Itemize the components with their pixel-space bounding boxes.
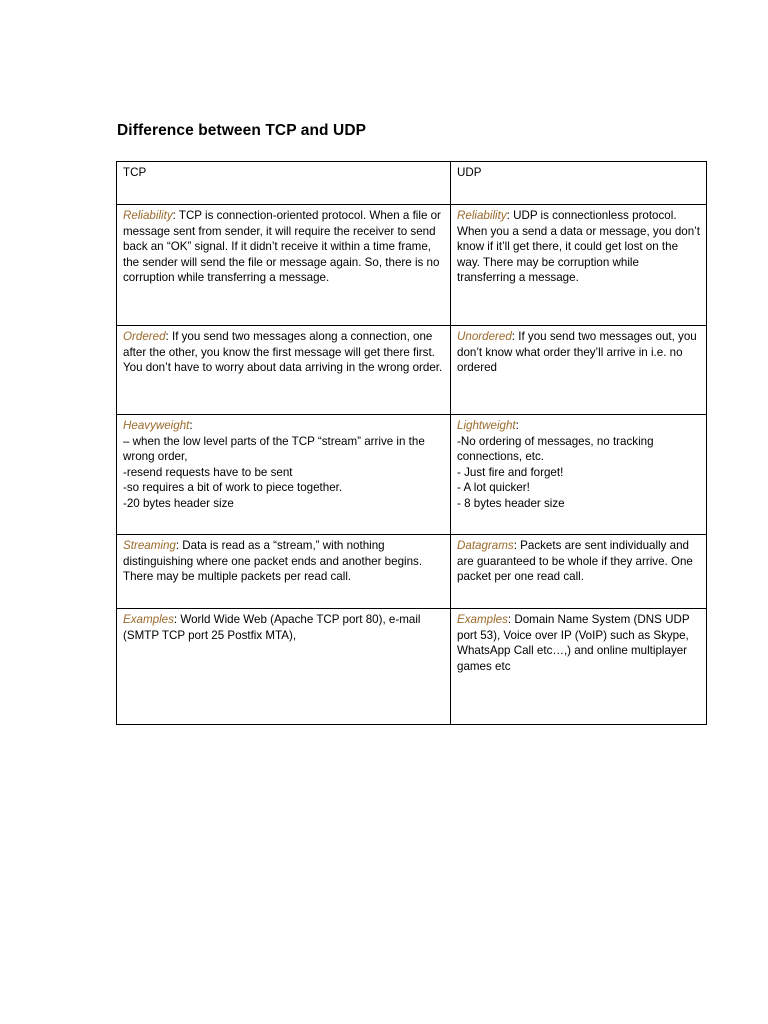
term-label: Streaming bbox=[123, 539, 176, 552]
header-cell-tcp bbox=[117, 162, 451, 205]
list-item: - A lot quicker! bbox=[457, 481, 530, 495]
cell-text: : bbox=[189, 419, 193, 432]
term-label: Heavyweight bbox=[123, 419, 190, 432]
term-label: Examples bbox=[457, 613, 508, 626]
cell-text: : UDP is connectionless protocol. When you a send a data or message, you don’t know if it’ll get there, it could get lost on the way. There may be corruption while transferring a message. bbox=[457, 209, 700, 285]
list-item: -No ordering of messages, no tracking connections, etc. bbox=[457, 434, 654, 464]
cell-text: : Packets are sent individually and are guaranteed to be whole if they arrive. One packet per one read call. bbox=[457, 539, 693, 584]
list-item: -20 bytes header size bbox=[123, 496, 234, 510]
tcp-cell bbox=[117, 205, 451, 326]
table-row-examples bbox=[117, 609, 707, 725]
table-row-ordering bbox=[117, 326, 707, 415]
list-item: -resend requests have to be sent bbox=[123, 465, 293, 479]
term-label: Examples bbox=[123, 613, 174, 626]
term-label: Unordered bbox=[457, 330, 512, 343]
udp-cell bbox=[451, 326, 707, 415]
header-label-tcp: TCP bbox=[123, 166, 147, 179]
udp-cell bbox=[451, 609, 707, 725]
term-label: Datagrams bbox=[457, 539, 514, 552]
cell-text: : bbox=[515, 419, 519, 432]
list-item: - 8 bytes header size bbox=[457, 496, 565, 510]
cell-text: : World Wide Web (Apache TCP port 80), e-mail (SMTP TCP port 25 Postfix MTA), bbox=[123, 613, 421, 642]
tcp-cell bbox=[117, 609, 451, 725]
list-item: – when the low level parts of the TCP “stream” arrive in the wrong order, bbox=[123, 434, 425, 464]
term-label: Reliability bbox=[457, 209, 507, 222]
table-row-reliability bbox=[117, 205, 707, 326]
term-label: Reliability bbox=[123, 209, 173, 222]
list-item: - Just fire and forget! bbox=[457, 465, 564, 479]
cell-text: : Data is read as a “stream,” with nothing distinguishing where one packet ends and another begins. There may be multiple packets per read call. bbox=[123, 539, 423, 584]
term-label: Ordered bbox=[123, 330, 166, 343]
tcp-cell bbox=[117, 535, 451, 609]
tcp-cell bbox=[117, 326, 451, 415]
header-cell-udp bbox=[451, 162, 707, 205]
table-header-row bbox=[117, 162, 707, 205]
tcp-cell bbox=[117, 415, 451, 535]
table-row-transfer-mode bbox=[117, 535, 707, 609]
udp-cell bbox=[451, 205, 707, 326]
cell-text: : If you send two messages out, you don’t know what order they’ll arrive in i.e. no ordered bbox=[457, 330, 697, 375]
cell-text: : If you send two messages along a connection, one after the other, you know the first message will get there first. You don’t have to worry about data arriving in the wrong order. bbox=[123, 330, 443, 375]
table-row-weight bbox=[117, 415, 707, 535]
page-title: Difference between TCP and UDP bbox=[117, 122, 367, 139]
list-item: -so requires a bit of work to piece together. bbox=[123, 481, 343, 495]
cell-text: : Domain Name System (DNS UDP port 53), Voice over IP (VoIP) such as Skype, WhatsApp Call etc…,) and online multiplayer games etc bbox=[457, 613, 690, 673]
header-label-udp: UDP bbox=[457, 166, 482, 179]
udp-cell bbox=[451, 535, 707, 609]
comparison-table bbox=[116, 161, 707, 725]
udp-cell bbox=[451, 415, 707, 535]
cell-text: : TCP is connection-oriented protocol. When a file or message sent from sender, it will require the receiver to send back an “OK” signal. If it didn’t receive it within a time frame, the sender will send the file or message again. So, there is no corruption while transferring a message. bbox=[123, 209, 441, 285]
term-label: Lightweight bbox=[457, 419, 516, 432]
